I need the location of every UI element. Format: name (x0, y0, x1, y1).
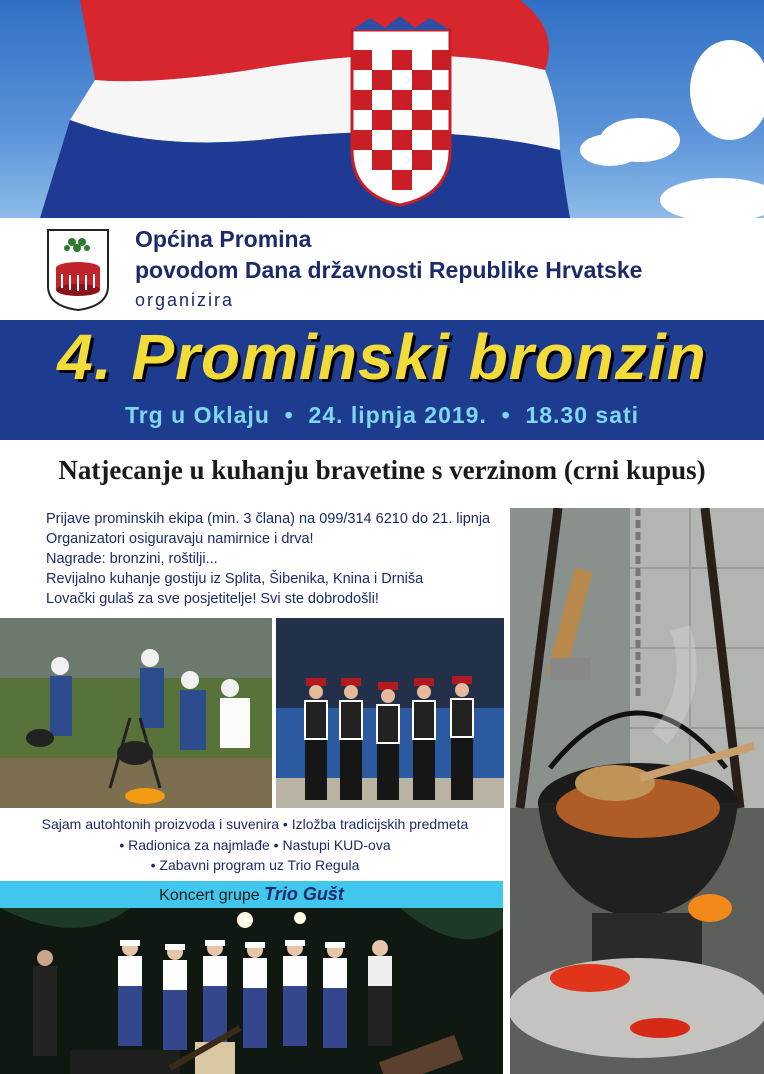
concert-bar (0, 881, 503, 908)
org-occasion: povodom Dana državnosti Republike Hrvatske (135, 257, 643, 283)
program-line: • Radionica za najmlađe • Nastupi KUD-ova (119, 836, 391, 853)
municipality-crest-icon (46, 228, 110, 312)
info-line: Nagrade: bronzini, roštilji... (46, 551, 218, 567)
event-details: Trg u Oklaju • 24. lipnja 2019. • 18.30 sati (124, 402, 640, 428)
info-line: Prijave prominskih ekipa (min. 3 člana) na 099/314 6210 do 21. lipnja (46, 511, 491, 527)
photo-cooking-teams (0, 618, 272, 808)
info-line: Revijalno kuhanje gostiju iz Splita, Šibenika, Knina i Drniša (46, 571, 424, 587)
competition-heading: Natjecanje u kuhanju bravetine s verzinom (crni kupus) (58, 455, 706, 485)
info-list (46, 509, 516, 609)
org-name: Općina Promina (135, 226, 312, 252)
croatian-flag-image (0, 0, 764, 218)
photo-stage-group (0, 908, 503, 1074)
program-line: • Zabavni program uz Trio Regula (150, 857, 360, 873)
event-program (0, 814, 510, 876)
photo-klapa-singers (276, 618, 504, 808)
photo-cauldron-over-fire (510, 508, 764, 1074)
info-line: Lovački gulaš za sve posjetitelje! Svi ste dobrodošli! (46, 591, 379, 607)
concert-prefix: Koncert grupe (159, 887, 260, 904)
program-line: Sajam autohtonih proizvoda i suvenira • Izložba tradicijskih predmeta (41, 816, 469, 832)
org-organizes: organizira (135, 290, 235, 310)
flag-banner (0, 0, 764, 218)
coat-of-arms-icon (352, 16, 450, 205)
info-line: Organizatori osiguravaju namirnice i drva! (46, 531, 314, 547)
concert-band: Trio Gušt (264, 884, 344, 904)
event-title: 4. Prominski bronzin (57, 321, 707, 393)
